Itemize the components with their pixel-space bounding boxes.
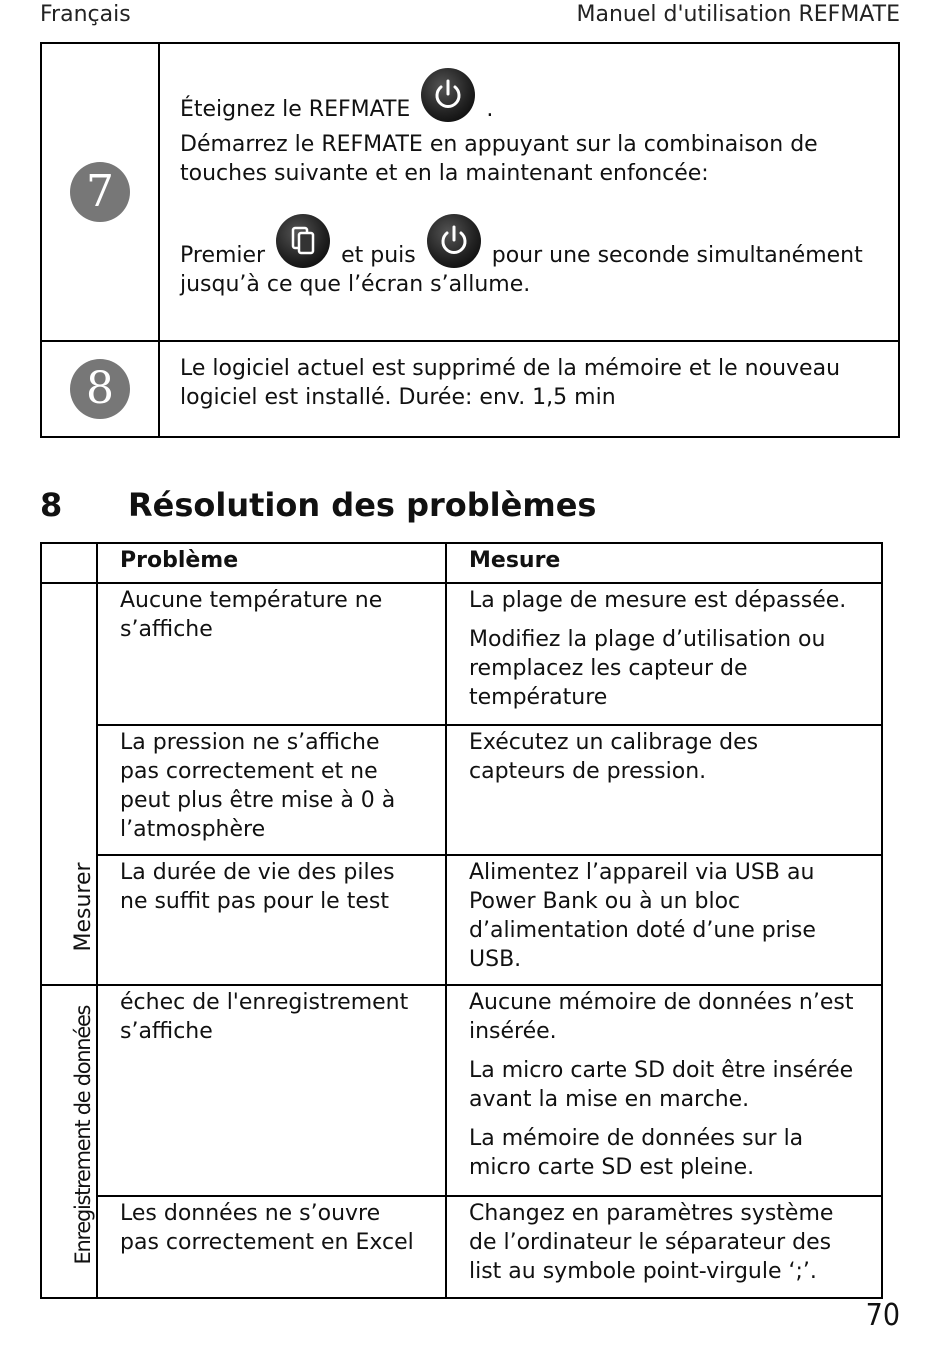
table-row xyxy=(41,583,882,725)
table-header-row xyxy=(41,543,882,583)
section-heading xyxy=(40,486,596,524)
table-row xyxy=(41,725,882,855)
step-number-cell xyxy=(41,43,159,341)
section-number: 8 xyxy=(40,486,63,524)
measure-text: Aucune mémoire de données n’est insérée. xyxy=(469,990,854,1044)
measure-cell xyxy=(446,583,882,725)
page-number: 70 xyxy=(865,1298,900,1333)
measure-cell xyxy=(446,985,882,1196)
measure-cell: Alimentez l’appareil via USB au Power Bank ou à un bloc d’alimentation doté d’une prise USB. xyxy=(446,855,882,985)
step-text: Éteignez le REFMATE xyxy=(180,97,411,122)
table-row xyxy=(41,1196,882,1298)
problem-header: Problème xyxy=(97,543,446,583)
problem-cell: Les données ne s’ouvre pas correctement en Excel xyxy=(97,1196,446,1298)
category-header-cell xyxy=(41,543,97,583)
problem-cell: La durée de vie des piles ne suffit pas pour le test xyxy=(97,855,446,985)
step-row xyxy=(41,43,899,341)
step-then-label: et puis xyxy=(341,243,416,268)
problem-cell: échec de l'enregistrement s’affiche xyxy=(97,985,446,1196)
category-cell xyxy=(41,985,97,1298)
measure-cell: Changez en paramètres système de l’ordinateur le séparateur des list au symbole point-virgule ‘;’. xyxy=(446,1196,882,1298)
measure-text: Modifiez la plage d’utilisation ou remplacez les capteur de température xyxy=(469,627,826,710)
problem-cell: La pression ne s’affiche pas correctement et ne peut plus être mise à 0 à l’atmosphère xyxy=(97,725,446,855)
category-label: Mesurer xyxy=(71,862,96,952)
step-number-badge: 7 xyxy=(70,162,130,222)
step-text: Le logiciel actuel est supprimé de la mémoire et le nouveau logiciel est installé. Durée: env. 1,5 min xyxy=(180,356,841,410)
step-number-badge: 8 xyxy=(70,359,130,419)
measure-cell: Exécutez un calibrage des capteurs de pression. xyxy=(446,725,882,855)
measure-text: La mémoire de données sur la micro carte SD est pleine. xyxy=(469,1126,804,1180)
step-first-label: Premier xyxy=(180,243,266,268)
step-row xyxy=(41,341,899,437)
step-instruction: Démarrez le REFMATE en appuyant sur la combinaison de touches suivante et en la maintenant enfoncée: xyxy=(180,132,818,186)
measure-text: La plage de mesure est dépassée. xyxy=(469,588,847,613)
copy-button-icon xyxy=(276,214,330,268)
header-manual-title: Manuel d'utilisation REFMATE xyxy=(576,2,900,27)
measure-text: La micro carte SD doit être insérée avant la mise en marche. xyxy=(469,1058,854,1112)
step-text-punct: . xyxy=(486,97,494,122)
table-row xyxy=(41,855,882,985)
table-row xyxy=(41,985,882,1196)
power-button-icon xyxy=(427,214,481,268)
power-button-icon xyxy=(421,68,475,122)
measure-header: Mesure xyxy=(446,543,882,583)
step-end-text: pour une seconde simultanément jusqu’à ce que l’écran s’allume. xyxy=(180,243,863,297)
section-title: Résolution des problèmes xyxy=(128,486,597,524)
header-language: Français xyxy=(40,2,131,27)
troubleshooting-table xyxy=(40,542,883,1299)
steps-table xyxy=(40,42,900,438)
step-text-cell xyxy=(159,341,899,437)
category-cell xyxy=(41,583,97,985)
step-number-cell xyxy=(41,341,159,437)
step-text-cell xyxy=(159,43,899,341)
category-label: Enregistrement de données xyxy=(71,1005,95,1265)
problem-cell: Aucune température ne s’affiche xyxy=(97,583,446,725)
